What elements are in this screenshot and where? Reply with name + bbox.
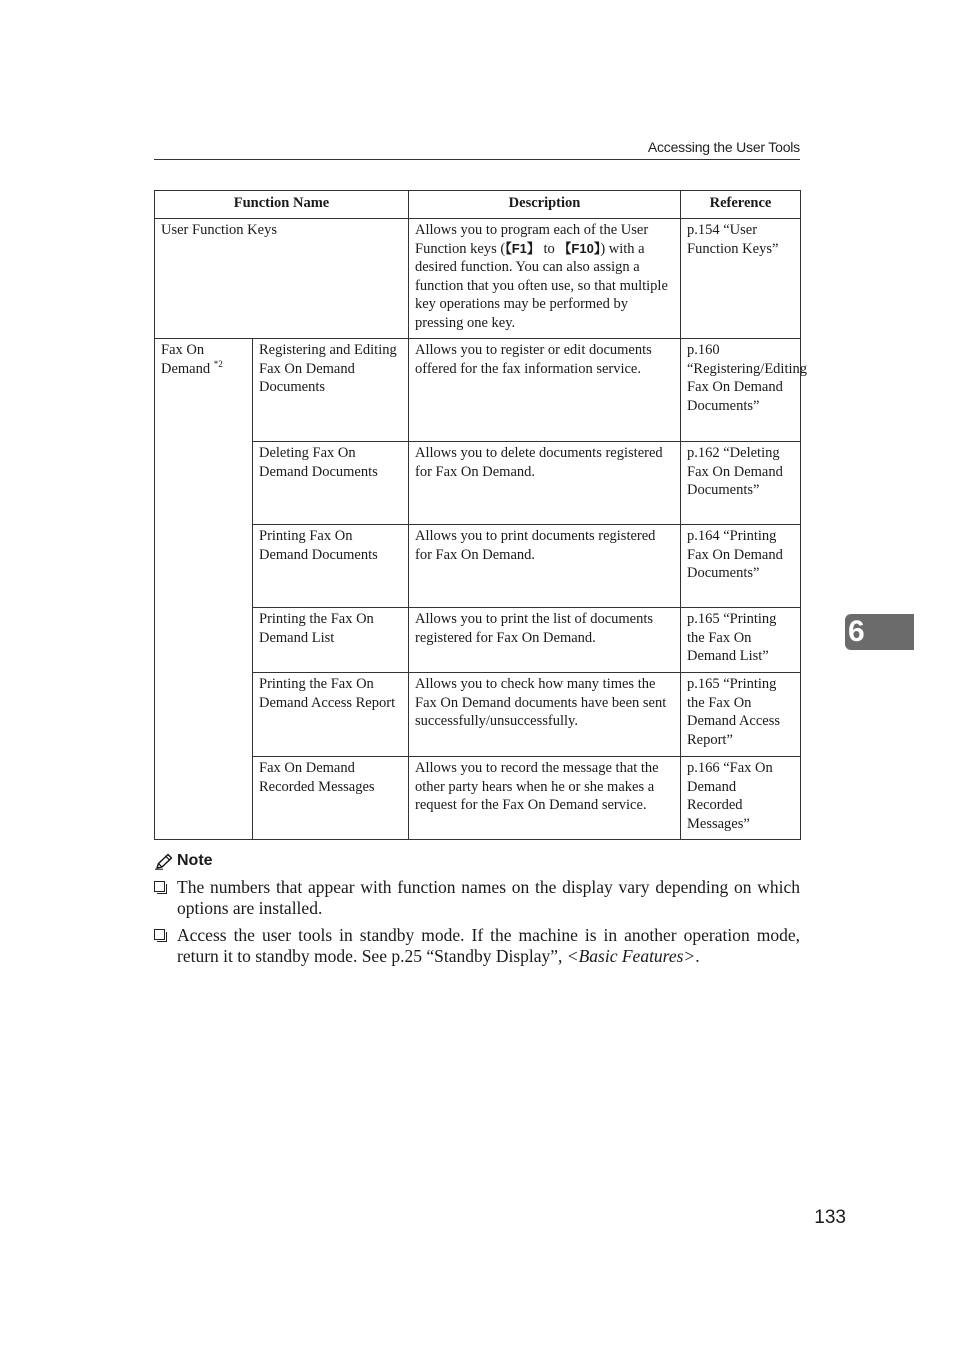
note-text [177, 925, 800, 967]
function-name-cell: Printing the Fax On Demand Access Report [253, 673, 409, 757]
function-name-cell: Registering and Editing Fax On Demand Documents [253, 339, 409, 442]
header-description: Description [409, 191, 681, 219]
note-text-main: Access the user tools in standby mode. If the machine is in another operation mode, return it to standby mode. See p.25 “Standby Display”, [177, 925, 800, 966]
note-title: Note [177, 852, 213, 869]
description-cell: Allows you to register or edit documents offered for the fax information service. [409, 339, 681, 442]
function-name-cell: Printing the Fax On Demand List [253, 608, 409, 673]
table-row [155, 219, 801, 339]
note-text-tail: . [695, 946, 700, 966]
header-rule [154, 159, 800, 160]
reference-cell: p.164 “Printing Fax On Demand Documents” [681, 525, 801, 608]
checkbox-bullet-icon [154, 881, 165, 892]
table-row [155, 339, 801, 442]
page-number: 133 [814, 1207, 846, 1228]
description-cell: Allows you to delete documents registered for Fax On Demand. [409, 442, 681, 525]
header-function-name: Function Name [155, 191, 409, 219]
f10-key-label: 【F10】 [558, 240, 601, 256]
function-name-cell: Fax On Demand Recorded Messages [253, 757, 409, 840]
description-cell: Allows you to print documents registered for Fax On Demand. [409, 525, 681, 608]
table-header-row [155, 191, 801, 219]
header-reference: Reference [681, 191, 801, 219]
footnote-marker: *2 [213, 358, 223, 369]
function-name-cell: User Function Keys [155, 219, 409, 339]
reference-cell: p.165 “Printing the Fax On Demand Access Report” [681, 673, 801, 757]
chapter-number: 6 [848, 615, 865, 648]
f1-key-label: 【F1】 [505, 240, 540, 256]
function-name-cell: Printing Fax On Demand Documents [253, 525, 409, 608]
pencil-icon [154, 853, 174, 870]
function-name-cell: Deleting Fax On Demand Documents [253, 442, 409, 525]
reference-cell: p.154 “User Function Keys” [681, 219, 801, 339]
description-text: to [539, 240, 559, 257]
function-table [154, 190, 808, 840]
reference-cell: p.166 “Fax On Demand Recorded Messages” [681, 757, 801, 840]
manual-reference: <Basic Features> [566, 946, 696, 966]
description-cell: Allows you to check how many times the Fax On Demand documents have been sent successfully/unsuccessfully. [409, 673, 681, 757]
checkbox-bullet-icon [154, 929, 165, 940]
description-cell: Allows you to record the message that the other party hears when he or she makes a request for the Fax On Demand service. [409, 757, 681, 840]
note-heading [154, 852, 213, 870]
description-cell: Allows you to print the list of documents registered for Fax On Demand. [409, 608, 681, 673]
description-text: ) with a desired function. You can also assign a function that you often use, so that multiple key operations may be performed by pressing one key. [415, 240, 668, 331]
note-item [154, 925, 800, 967]
reference-cell: p.162 “Deleting Fax On Demand Documents” [681, 442, 801, 525]
chapter-tab [845, 614, 914, 650]
description-text: Allows you to program each of the User Function keys ( [415, 222, 649, 257]
reference-cell: p.165 “Printing the Fax On Demand List” [681, 608, 801, 673]
note-text: The numbers that appear with function names on the display vary depending on which options are installed. [177, 877, 800, 918]
note-item [154, 877, 800, 919]
group-label-cell [155, 339, 253, 840]
group-label: Fax On Demand [161, 342, 211, 377]
description-cell [409, 219, 681, 339]
reference-cell: p.160 “Registering/Editing Fax On Demand Documents” [681, 339, 801, 442]
running-head: Accessing the User Tools [647, 139, 800, 155]
